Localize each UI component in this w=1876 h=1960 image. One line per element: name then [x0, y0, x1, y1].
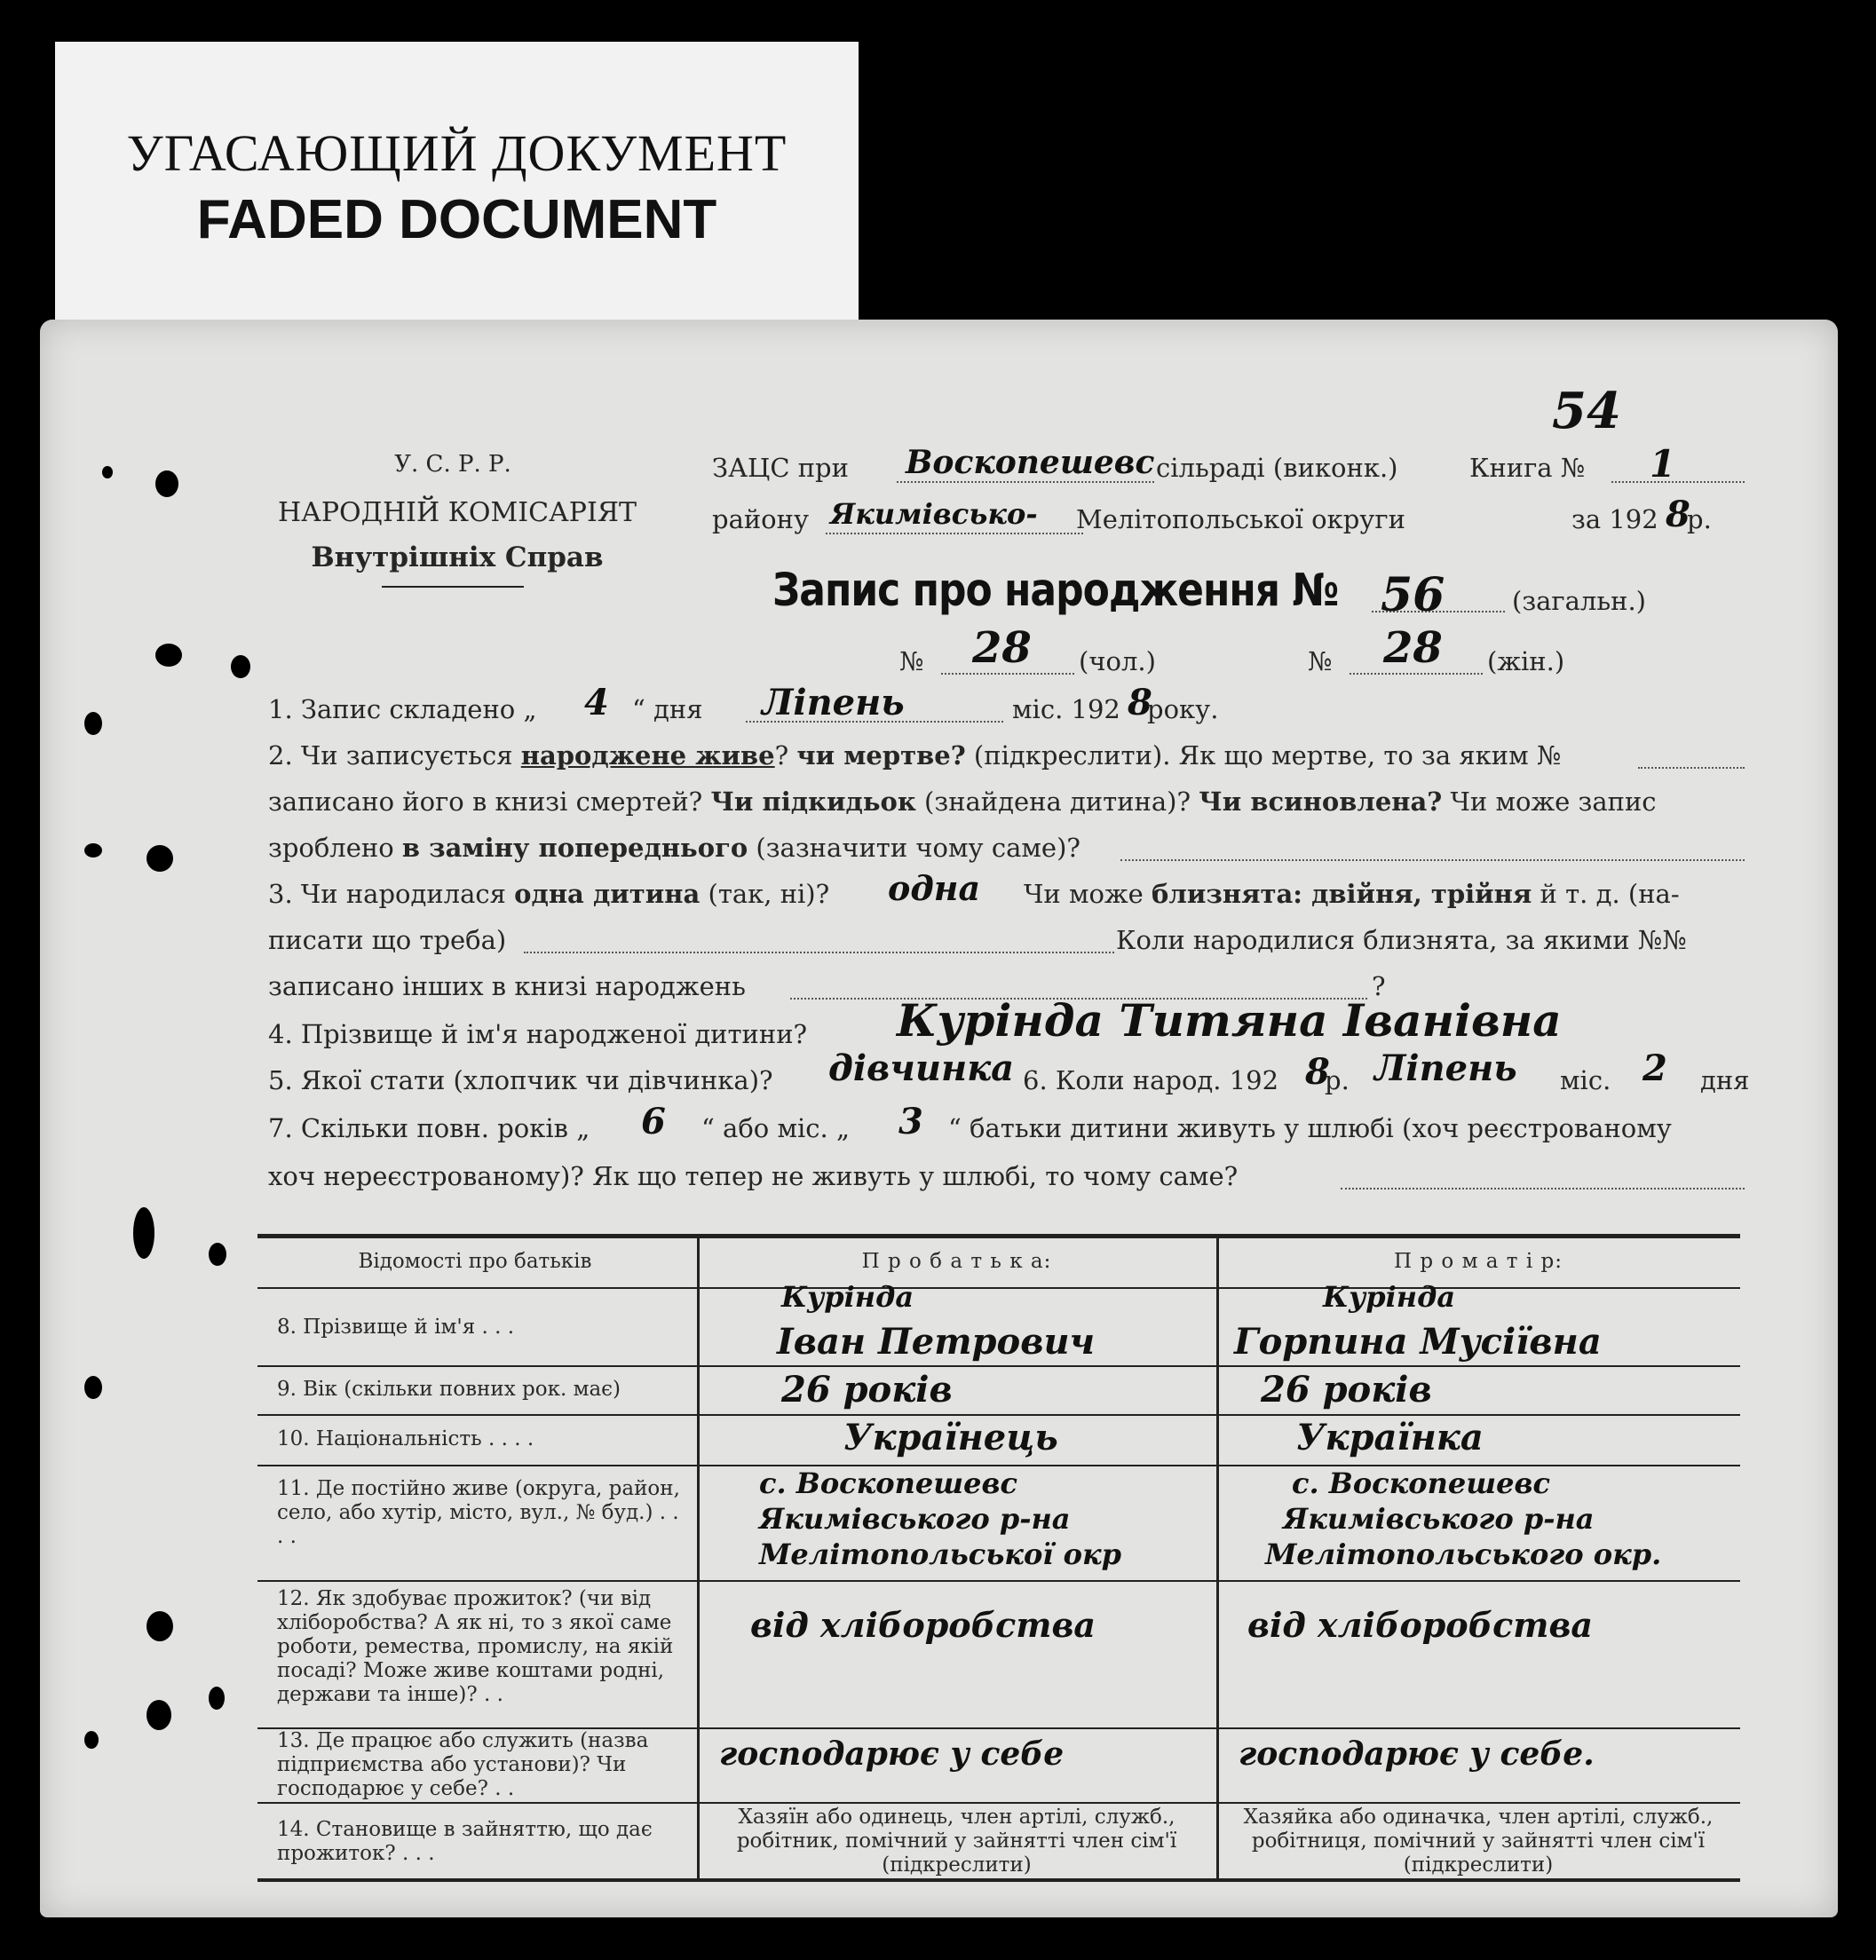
book-label: Книга № [1469, 453, 1586, 483]
q7-reason-dots [1341, 1188, 1745, 1189]
q3-line1-f: й т. д. (на- [1532, 879, 1680, 909]
q7-line2: хоч нереєстрованому)? Як що тепер не живуть у шлюбі, то чому саме? [268, 1161, 1239, 1191]
father-residence-line1: с. Воскопешевс [759, 1466, 1017, 1500]
q2-line2 [268, 786, 1657, 817]
mother-nationality: Українка [1296, 1417, 1484, 1458]
q3-twins: близнята: двійня, трійня [1152, 879, 1532, 909]
q2-line1 [268, 740, 1561, 771]
mother-surname: Куріндa [1323, 1280, 1456, 1314]
header-underline [382, 586, 524, 588]
q1-label-start: 1. Запис складено „ [268, 694, 537, 724]
faded-document-label [55, 42, 859, 330]
punch-hole [84, 1376, 102, 1399]
label-en: FADED DOCUMENT [196, 189, 717, 250]
punch-hole [84, 1731, 99, 1749]
record-number: 56 [1381, 568, 1445, 622]
row-label-workplace: 13. Де працює або служить (назва підприємства або установи)? Чи господарює у себе? . . [277, 1729, 649, 1800]
q1-day: 4 [584, 682, 609, 723]
commissariat-title: НАРОДНІЙ КОМІСАРІЯТ [277, 497, 637, 528]
row-label-age: 9. Вік (скільки повних рок. має) [277, 1378, 621, 1401]
q3-line3-a: записано інших в книзі народжень [268, 971, 746, 1001]
female-label: (жін.) [1487, 646, 1565, 676]
label-ru: УГАСАЮЩИЙ ДОКУМЕНТ [126, 124, 788, 182]
q1-label-day: “ дня [632, 694, 703, 724]
header-parents-info: Відомості про батьків [358, 1250, 592, 1273]
q7-years: 6 [641, 1101, 666, 1142]
row-label-livelihood: 12. Як здобуває прожиток? (чи від хліборобства? А як ні, то з якої саме роботи, ремества, промислу, на якій посаді? Може живе коштами родні, держави та інше)? . . [277, 1587, 674, 1706]
q6-month-label: міс. [1560, 1065, 1611, 1095]
table-header-rule [257, 1287, 1740, 1289]
internal-affairs-title: Внутрішніх Справ [311, 541, 604, 573]
punch-hole [133, 1207, 154, 1259]
female-number-dots [1350, 673, 1483, 675]
q6-label: 6. Коли народ. 192 [1023, 1065, 1279, 1095]
father-name: Іван Петрович [777, 1321, 1096, 1363]
q3-line1-c: (так, ні)? [700, 879, 830, 909]
q2-line2-e: Чи може запис [1442, 786, 1657, 817]
female-number: 28 [1383, 623, 1443, 673]
district-prefix: району [712, 504, 810, 534]
q7-label-a: 7. Скільки повн. років „ [268, 1113, 590, 1143]
row-label-name: 8. Прізвище й ім'я . . . [277, 1316, 515, 1339]
q3-line1-a: 3. Чи народилася [268, 879, 515, 909]
table-row-rule [257, 1802, 1740, 1804]
q7-label-b: “ або міс. „ [701, 1113, 851, 1143]
q7-label-c: “ батьки дитини живуть у шлюбі (хоч реєстрованому [948, 1113, 1672, 1143]
mother-residence-line2: Якимівського р-на [1283, 1502, 1595, 1536]
punch-hole [155, 644, 182, 667]
mother-occupation-status: Хазяйка або одиначка, член артілі, служб., робітниця, помічний у зайнятті член сім'ї (підкреслити) [1243, 1806, 1714, 1877]
q3-twins-dots [524, 952, 1114, 953]
header-father: П р о б а т ь к а: [861, 1250, 1052, 1273]
district-value: Якимівсько- [830, 497, 1038, 531]
q3-line1-end [1024, 879, 1680, 909]
q3-line1-d: Чи може [1024, 879, 1152, 909]
q3-line1-start [268, 879, 829, 909]
book-dots [1611, 481, 1745, 483]
row-label-residence: 11. Де постійно живе (округа, район, село, або хутір, місто, вул., № буд.) . . . . [277, 1477, 680, 1548]
male-number-prefix: № [899, 646, 924, 676]
male-number-dots [941, 673, 1074, 675]
parents-table [257, 1234, 1740, 1882]
q2-born-dead: чи мертве? [796, 740, 966, 771]
q2-adopted: Чи всиновлена? [1199, 786, 1443, 817]
zags-dots [897, 481, 1154, 483]
punch-hole [231, 655, 250, 678]
table-row-rule [257, 1414, 1740, 1416]
ussr-abbrev: У. С. Р. Р. [394, 451, 511, 478]
q1-month: Лiпень [762, 682, 905, 723]
q2-death-number-dots [1638, 767, 1745, 769]
zags-suffix: сільраді (виконк.) [1156, 453, 1398, 483]
punch-hole [146, 1700, 171, 1730]
book-number: 1 [1650, 442, 1676, 486]
q2-line1-e: (підкреслити). Як що мертве, то за яким № [965, 740, 1562, 771]
q2-line2-c: (знайдена дитина)? [915, 786, 1199, 817]
q7-months: 3 [898, 1101, 923, 1142]
record-general-label: (загальн.) [1512, 586, 1646, 616]
year-digit: 8 [1666, 494, 1690, 535]
punch-hole [209, 1243, 226, 1266]
q6-month: Лiпень [1374, 1047, 1517, 1089]
punch-hole [102, 466, 113, 478]
row-label-nationality: 10. Національність . . . . [277, 1427, 534, 1450]
male-number: 28 [972, 623, 1032, 673]
mother-residence-line3: Мелітопольського окр. [1265, 1537, 1662, 1571]
father-nationality: Українець [843, 1417, 1058, 1458]
q6-day: 2 [1642, 1047, 1667, 1089]
q3-one-child: одна дитина [514, 879, 701, 909]
table-row-rule [257, 1365, 1740, 1367]
row-label-occupation-status: 14. Становище в зайняттю, що дає прожиток? . . . [277, 1818, 653, 1865]
district-dots [826, 533, 1083, 534]
header-mother: П р о м а т і р: [1394, 1250, 1563, 1273]
q3-line3-b: ? [1372, 971, 1386, 1001]
q3-answer: одна [888, 868, 981, 908]
q6-year: 8 [1305, 1051, 1330, 1093]
table-col-rule [697, 1234, 700, 1882]
mother-workplace: господарює у себе. [1239, 1735, 1595, 1773]
q2-line2-a: записано його в книзі смертей? [268, 786, 711, 817]
q2-replacement: в заміну попереднього [401, 833, 748, 863]
table-col-rule [1216, 1234, 1219, 1882]
mother-residence-line1: с. Воскопешевс [1292, 1466, 1550, 1500]
father-occupation-status: Хазяїн або одинець, член артілі, служб., робітник, помічний у зайнятті член сім'ї (підкреслити) [736, 1806, 1177, 1877]
father-workplace: господарює у себе [719, 1735, 1065, 1773]
table-row-rule [257, 1580, 1740, 1582]
male-label: (чол.) [1079, 646, 1156, 676]
mother-age: 26 років [1261, 1369, 1432, 1411]
q2-born-alive: народжене живе [520, 740, 775, 771]
father-age: 26 років [781, 1369, 953, 1411]
father-surname: Куріндa [781, 1280, 914, 1314]
q6-day-label: дня [1700, 1065, 1750, 1095]
q4-child-name: Куріндa Титяна Іванівна [897, 994, 1562, 1047]
punch-hole [84, 843, 102, 858]
record-title: Запис про народження № [772, 565, 1339, 617]
punch-hole [146, 1611, 173, 1641]
mother-livelihood: від хліборобства [1247, 1605, 1594, 1645]
punch-hole [209, 1687, 225, 1710]
mother-name: Горпина Мусіївна [1234, 1321, 1602, 1363]
q6-year-suffix: р. [1325, 1065, 1350, 1095]
zags-prefix: ЗАЦС при [712, 453, 849, 483]
q2-line3-c: (зазначити чому саме)? [748, 833, 1080, 863]
female-number-prefix: № [1308, 646, 1333, 676]
q2-line3-a: зроблено [268, 833, 402, 863]
q2-foundling: Чи підкидьок [710, 786, 916, 817]
q3-line2-b: Коли народилися близнята, за якими №№ [1116, 925, 1687, 955]
year-suffix: р. [1687, 504, 1712, 534]
q5-label: 5. Якої стати (хлопчик чи дівчинка)? [268, 1065, 773, 1095]
punch-hole [84, 712, 102, 735]
q1-year: 8 [1128, 682, 1152, 723]
sheet-number: 54 [1552, 382, 1621, 440]
q2-line3 [268, 833, 1080, 863]
q2-line1-a: 2. Чи записується [268, 740, 521, 771]
q5-sex: дівчинка [828, 1047, 1015, 1089]
zags-village: Воскопешевс [906, 444, 1155, 481]
punch-hole [146, 845, 173, 872]
q1-label-month: міс. 192 [1012, 694, 1120, 724]
table-top-rule [257, 1234, 1740, 1238]
q2-reason-dots [1120, 859, 1745, 861]
father-residence-line3: Мелітопольської окр [759, 1537, 1121, 1571]
q2-line1-c: ? [774, 740, 797, 771]
table-bottom-rule [257, 1878, 1740, 1882]
q3-line2-a: писати що треба) [268, 925, 507, 955]
year-prefix: за 192 [1571, 504, 1658, 534]
punch-hole [155, 470, 178, 497]
father-livelihood: від хліборобства [750, 1605, 1096, 1645]
q1-label-year: року. [1147, 694, 1219, 724]
q4-label: 4. Прізвище й ім'я народженої дитини? [268, 1019, 808, 1049]
okruha-label: Мелітопольської округи [1076, 504, 1405, 534]
father-residence-line2: Якимівського р-на [759, 1502, 1071, 1536]
